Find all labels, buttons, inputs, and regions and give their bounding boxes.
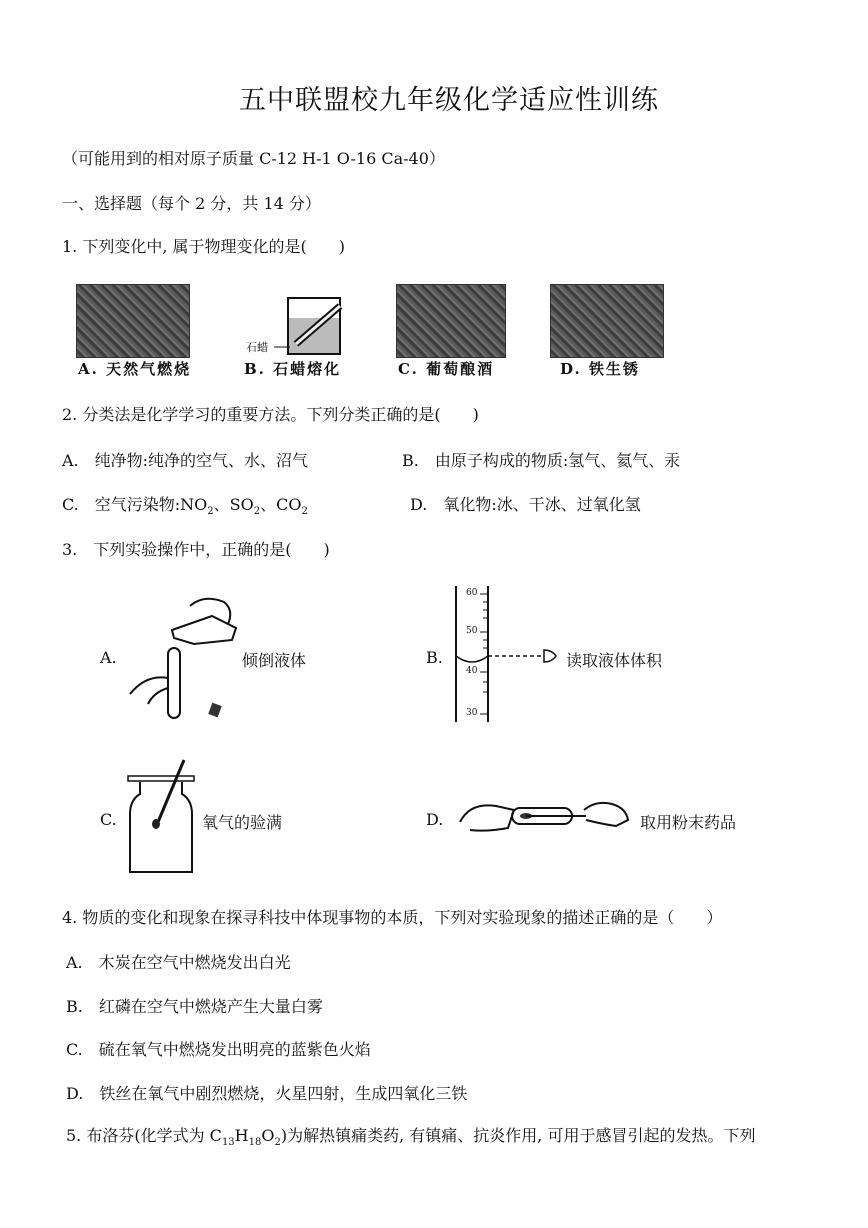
powder-sampling-image — [456, 794, 636, 838]
pouring-liquid-image — [124, 588, 244, 728]
q3-option-b-text: 读取液体体积 — [566, 651, 663, 670]
question-3-stem: 3. 下列实验操作中，正确的是( ) — [62, 540, 330, 559]
q3-option-c-letter: C. — [100, 810, 117, 829]
grape-wine-image — [396, 284, 506, 358]
natural-gas-burning-image — [76, 284, 190, 358]
question-2-stem: 2. 分类法是化学学习的重要方法。下列分类正确的是( ) — [62, 405, 479, 424]
question-1-stem: 1. 下列变化中, 属于物理变化的是( ) — [62, 237, 346, 256]
q3-option-b-letter: B. — [426, 648, 443, 667]
q4-option-d: D. 铁丝在氧气中剧烈燃烧，火星四射，生成四氧化三铁 — [66, 1084, 468, 1103]
atomic-mass-note: （可能用到的相对原子质量 C-12 H-1 O-16 Ca-40） — [62, 149, 445, 168]
q3-option-a-letter: A. — [100, 648, 117, 667]
page-title: 五中联盟校九年级化学适应性训练 — [239, 85, 659, 116]
tick-50: 50 — [466, 626, 478, 636]
q2-option-d: D. 氧化物:冰、干冰、过氧化氢 — [410, 495, 641, 514]
graduated-cylinder-image — [452, 586, 562, 726]
tick-30: 30 — [466, 708, 478, 718]
q1-option-d: D. 铁生锈 — [560, 360, 640, 378]
q4-option-c: C. 硫在氧气中燃烧发出明亮的蓝紫色火焰 — [66, 1040, 371, 1059]
q1-option-a: A. 天然气燃烧 — [78, 360, 192, 378]
wax-label: 石蜡 — [246, 341, 268, 354]
iron-rust-image — [550, 284, 664, 358]
q2-option-b: B. 由原子构成的物质:氢气、氦气、汞 — [402, 451, 681, 470]
q4-option-a: A. 木炭在空气中燃烧发出白光 — [66, 953, 291, 972]
question-4-stem: 4. 物质的变化和现象在探寻科技中体现事物的本质，下列对实验现象的描述正确的是（ ） — [62, 908, 723, 927]
q2-option-c: C. 空气污染物$:NO_2$、$SO_2$、$CO_2$ — [62, 495, 308, 518]
question-5-stem: 5. 布洛芬(化学式为 $C_{13}H_{18}O_2$)为解热镇痛类药, 有镇痛、抗炎作用, 可用于感冒引起的发热。下列 — [66, 1126, 756, 1149]
q2-option-a: A. 纯净物:纯净的空气、水、沼气 — [62, 451, 309, 470]
q3-option-d-text: 取用粉末药品 — [640, 813, 737, 832]
q1-option-b: B. 石蜡熔化 — [244, 360, 342, 378]
tick-40: 40 — [466, 666, 478, 676]
q3-option-c-text: 氧气的验满 — [202, 813, 283, 832]
oxygen-test-bottle-image — [126, 760, 206, 880]
q3-option-a-text: 倾倒液体 — [242, 651, 307, 670]
q3-option-d-letter: D. — [426, 810, 444, 829]
q4-option-b: B. 红磷在空气中燃烧产生大量白雾 — [66, 997, 323, 1016]
q1-option-c: C. 葡萄酿酒 — [398, 360, 495, 378]
tick-60: 60 — [466, 588, 478, 598]
section-heading: 一、选择题（每个 2 分，共 14 分） — [62, 194, 321, 213]
